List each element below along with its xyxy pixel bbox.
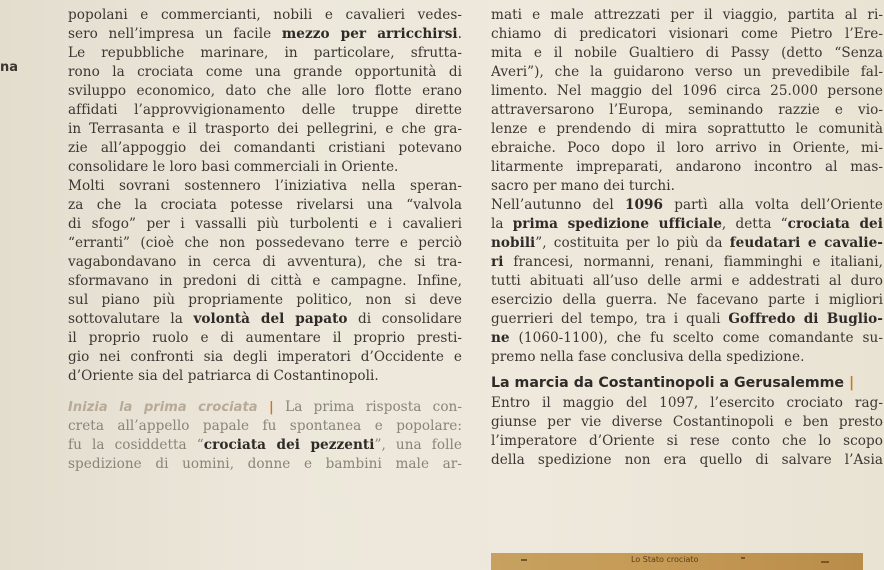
text-line: mita e il nobile Gualtiero di Passy (detto “Senza [491,45,883,61]
text-line: nobili”, costituita per lo più da feudatari e cavalie- [491,235,883,251]
text-line: esercizio della guerra. Ne facevano parte i migliori [491,292,883,308]
right-paragraph-1 [491,6,883,196]
text-line: mati e male attrezzati per il viaggio, partita al ri- [491,7,883,23]
text-line: d’Oriente sia del patriarca di Costantinopoli. [68,368,379,384]
left-column [68,6,462,474]
bold-term: ri [491,254,504,270]
text-line: la prima spedizione ufficiale, detta “crociata dei [491,216,883,232]
bold-term: Goffredo di Buglio- [728,311,883,327]
text-line: fu la cosiddetta “crociata dei pezzenti”, una folle [68,437,462,453]
text-line: Averi”), che la guidarono verso un prevedibile fal- [491,64,883,80]
text-line: zie all’appoggio dei comandanti cristiani potevano [68,140,462,156]
text-line: lenze e prendendo di mira soprattutto le comunità [491,121,883,137]
bold-term: crociata dei [787,216,883,232]
section-heading: La marcia da Costantinopoli a Gerusalemme | [491,375,855,391]
left-paragraph-3-first-line [68,398,462,417]
text-line: il proprio ruolo e di aumentare il proprio presti- [68,330,462,346]
text-line: ne (1060-1100), che fu scelto come comandante su- [491,330,883,346]
bold-term: mezzo per arricchirsi [281,26,458,42]
text-line: ebraiche. Poco dopo il loro arrivo in Oriente, mi- [491,140,883,156]
text-line: di sfogo” per i vassalli più turbolenti e i cavalieri [68,216,462,232]
bold-term: ne [491,330,510,346]
adjacent-page-fragment: na [0,60,19,75]
text-line: creta all’appello papale fu spontanea e popolare: [68,418,462,434]
text-line: sul piano più propriamente politico, non si deve [68,292,462,308]
text-line: rono la crociata come una grande opportunità di [68,64,462,80]
text-line: sviluppo economico, dato che alle loro flotte erano [68,83,462,99]
map-image-edge [491,553,863,570]
text-line: guerrieri del tempo, tra i quali Goffredo di Buglio- [491,311,883,327]
bold-term: prima spedizione ufficiale [512,216,722,232]
text-line: tutti abituati all’uso delle armi e addestrati al duro [491,273,883,289]
text-line: spedizione di uomini, donne e bambini male ar- [68,456,462,472]
text-line: Nell’autunno del 1096 partì alla volta dell’Oriente [491,197,883,213]
right-paragraph-2 [491,196,883,367]
bold-term: 1096 [624,197,664,213]
right-column [491,6,883,470]
bold-term: volontà del papato [193,311,348,327]
text-line: affidati l’approvvigionamento delle truppe dirette [68,102,462,118]
text-line: popolani e commercianti, nobili e cavalieri vedes- [68,7,462,23]
text-line: Le repubbliche marinare, in particolare, sfrutta- [68,45,462,61]
left-paragraph-2 [68,177,462,386]
rubric-bar-icon: | [269,400,274,415]
text-line: za che la crociata potesse rivelarsi una “valvola [68,197,462,213]
text-line: giunse per vie diverse Costantinopoli e ben presto [491,414,883,430]
text-line: “erranti” (cioè che non possedevano terre e perciò [68,235,462,251]
text-line: consolidare le loro basi commerciali in Oriente. [68,159,399,175]
text-line: in Terrasanta e il trasporto dei pellegrini, e che gra- [68,121,462,137]
text-line: litarmente impreparati, andarono incontro al mas- [491,159,883,175]
bold-term: feudatari e cavalie- [729,235,883,251]
right-paragraph-3 [491,394,883,470]
left-paragraph-3 [68,417,462,474]
text-line: Molti sovrani sostennero l’iniziativa nella speran- [68,178,462,194]
section-rubric: Inizia la prima crociata | [68,400,274,415]
text-line: sacro per mano dei turchi. [491,178,675,194]
heading-bar-icon: | [849,375,855,391]
bold-term: crociata dei pezzenti [203,437,375,453]
text-line: l’imperatore d’Oriente si rese conto che lo scopo [491,433,883,449]
left-paragraph-1 [68,6,462,177]
bold-term: nobili [491,235,536,251]
text-line: premo nella fase conclusiva della spedizione. [491,349,805,365]
text-line: gio nei confronti sia degli imperatori d’Occidente e [68,349,462,365]
text-line: chiamo di predicatori visionari come Pietro l’Ere- [491,26,883,42]
text-line: vagabondavano in cerca di avventura), che si tra- [68,254,462,270]
rubric-continuation: La prima risposta con- [285,399,462,415]
map-label: Lo Stato crociato [631,555,699,564]
text-line: della spedizione non era quello di salvare l’Asia [491,452,883,468]
text-line: attraversarono l’Europa, seminando razzie e vio- [491,102,883,118]
text-line: sottovalutare la volontà del papato di consolidare [68,311,462,327]
text-line: Entro il maggio del 1097, l’esercito crociato rag- [491,395,883,411]
text-line: limento. Nel maggio del 1096 circa 25.000 persone [491,83,883,99]
text-line: sero nell’impresa un facile mezzo per arricchirsi. [68,26,462,42]
text-line: sformavano in predoni di città e campagne. Infine, [68,273,462,289]
text-line: ri francesi, normanni, renani, fiamminghi e italiani, [491,254,883,270]
